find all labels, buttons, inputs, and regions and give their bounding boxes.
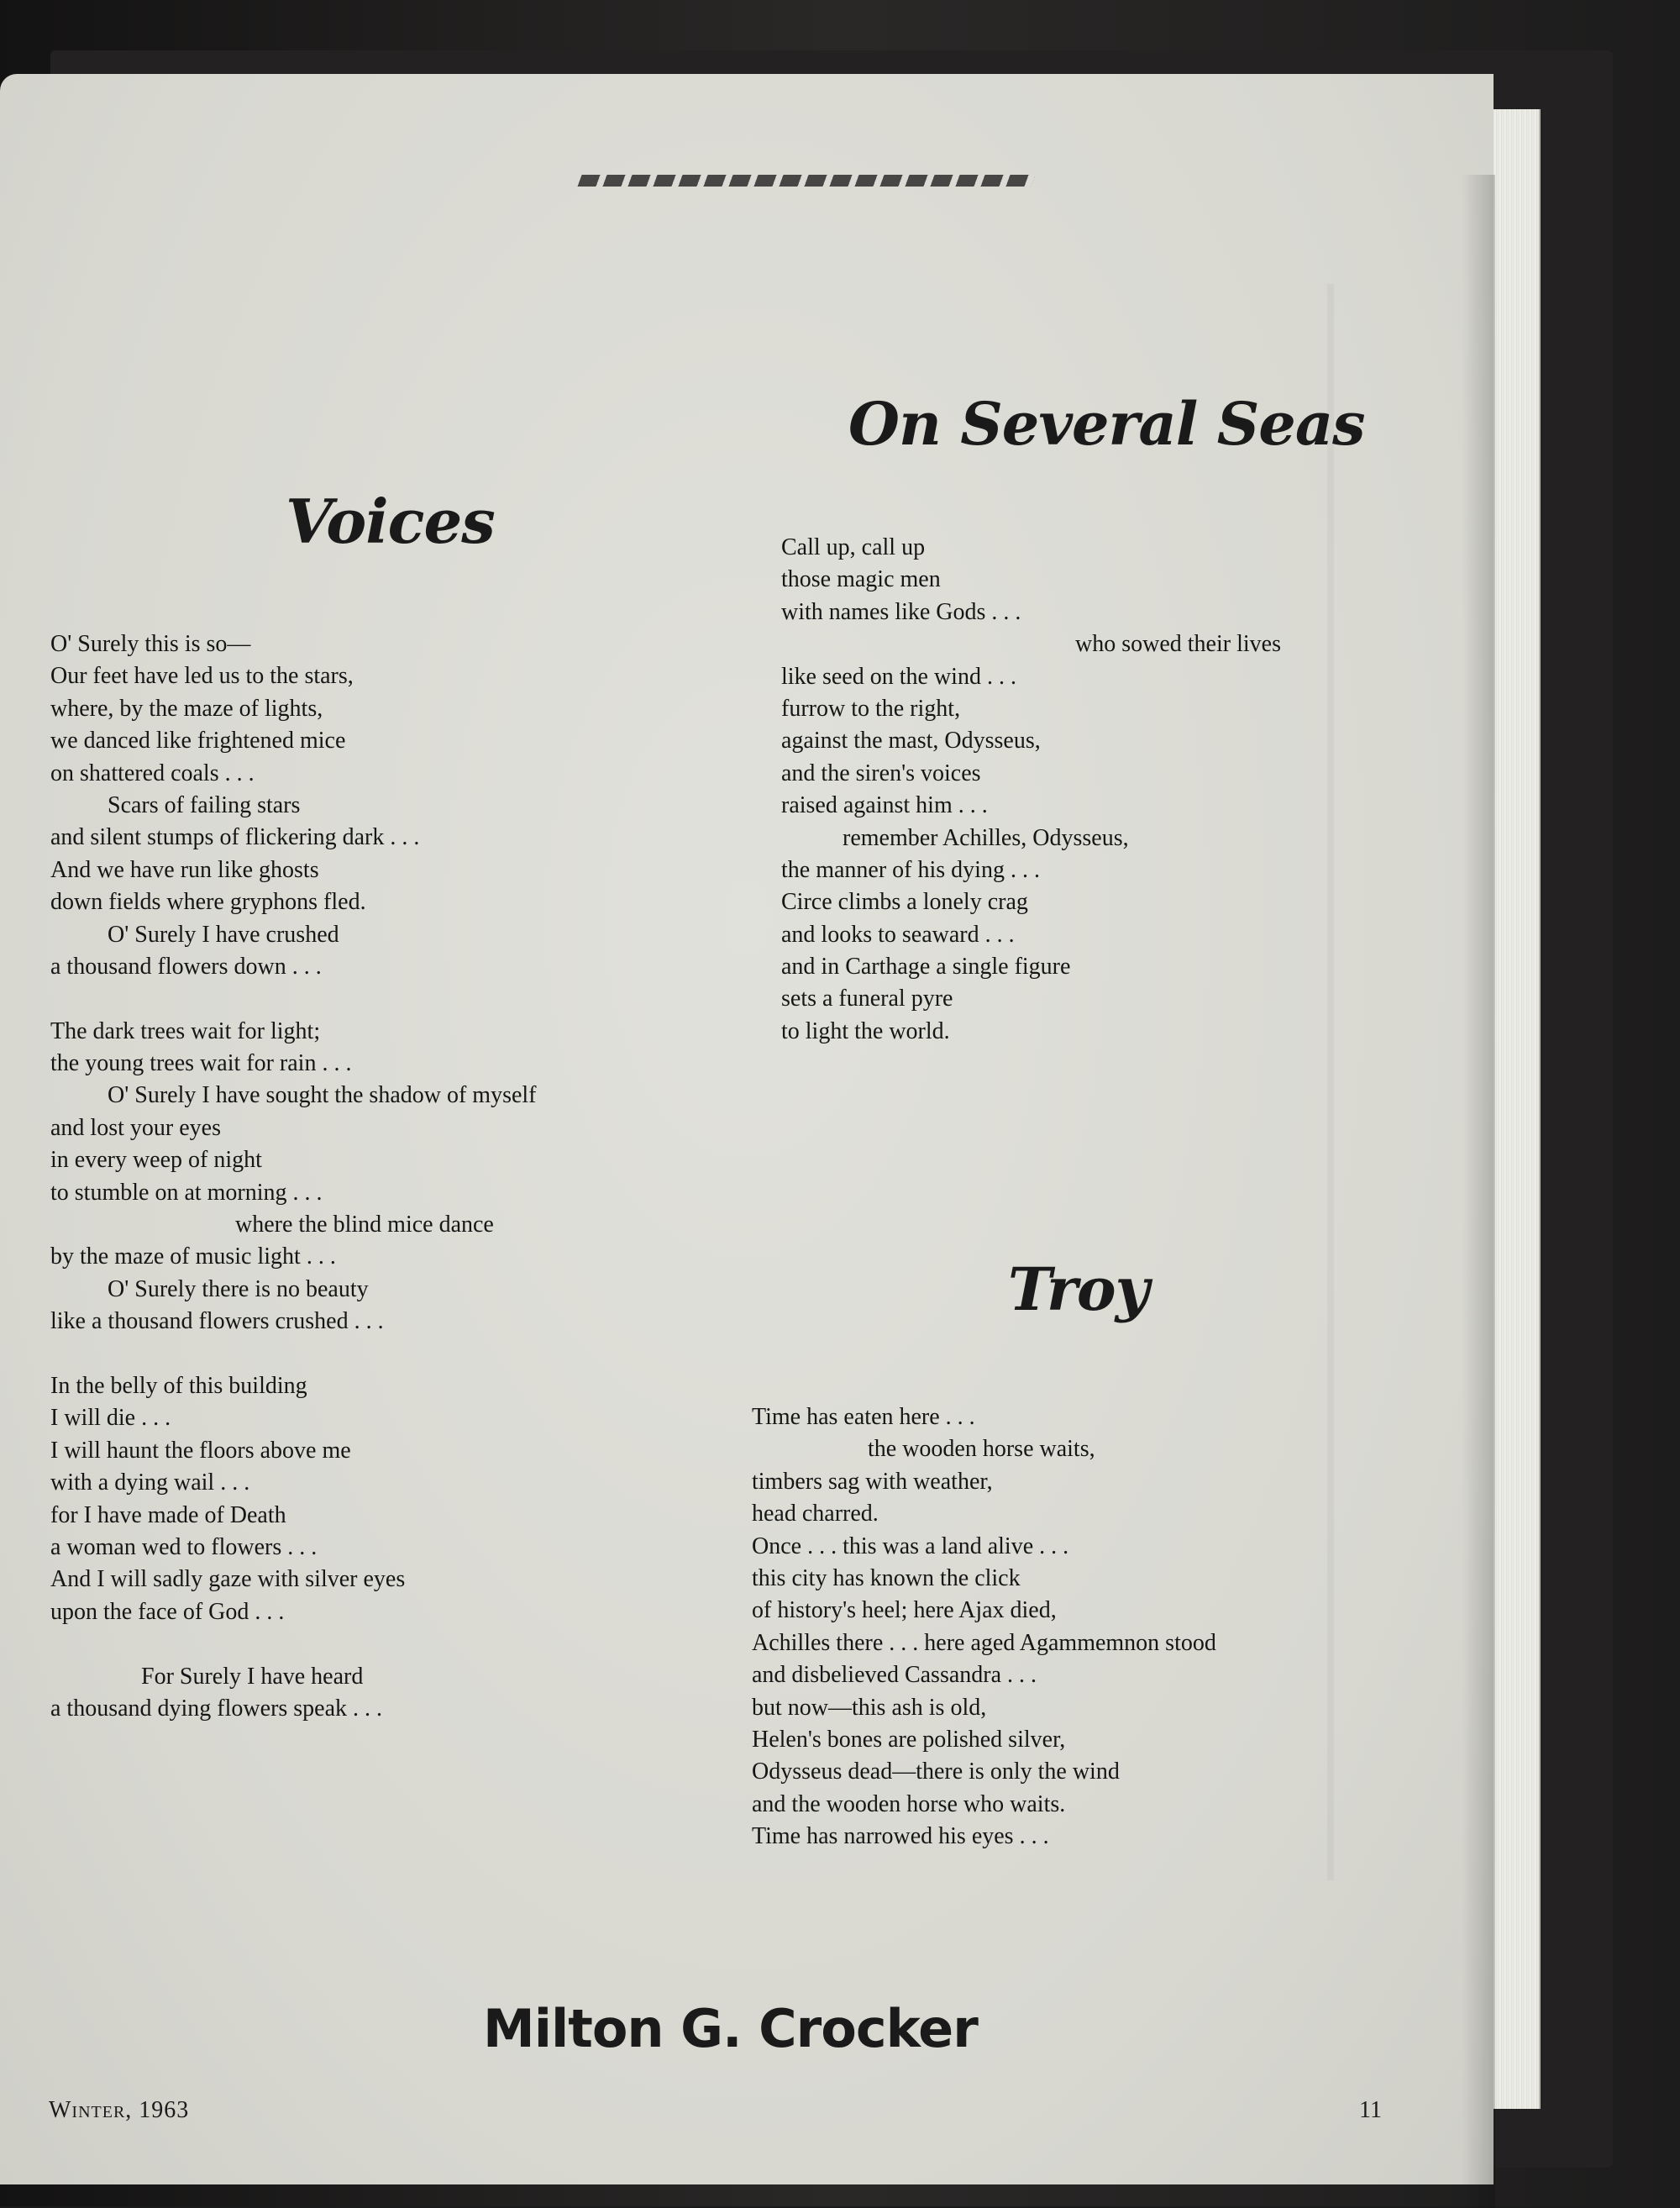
poem-line: of history's heel; here Ajax died, [752,1597,1057,1624]
poem-line [50,1628,722,1660]
poem-line: Time has narrowed his eyes . . . [752,1823,1049,1850]
poem-voices [50,628,722,1725]
poem-line: Once . . . this was a land alive . . . [752,1532,1069,1559]
poem-line: O' Surely this is so— [50,631,251,657]
poem-troy [752,1401,1441,1853]
poem-line: against the mast, Odysseus, [781,728,1041,754]
poem-on-several-seas [781,532,1436,1048]
poem-line: this city has known the click [752,1564,1021,1591]
running-header-mark [577,175,1035,187]
poem-line: sets a funeral pyre [781,986,953,1012]
poem-line: who sowed their lives [1075,631,1281,658]
poem-line: like a thousand flowers crushed . . . [50,1308,384,1335]
poem-title-voices: Voices [286,486,495,557]
poem-line: And we have run like ghosts [50,856,319,883]
footer-issue: Winter, 1963 [49,2097,190,2123]
poem-line: and in Carthage a single figure [781,954,1071,980]
poem-line: furrow to the right, [781,695,961,722]
poem-line: like seed on the wind . . . [781,663,1016,690]
poem-line: and looks to seaward . . . [781,921,1015,948]
poem-line: on shattered coals . . . [50,760,255,786]
author-name: Milton G. Crocker [483,1998,978,2059]
poem-line: Helen's bones are polished silver, [752,1726,1066,1753]
poem-line: remember Achilles, Odysseus, [843,824,1129,851]
poem-line: a thousand flowers down . . . [50,953,322,980]
poem-line: And I will sadly gaze with silver eyes [50,1566,406,1593]
poem-line: and silent stumps of flickering dark . . . [50,824,420,851]
poem-line: to stumble on at morning . . . [50,1179,323,1206]
page-stack-edge [1492,109,1541,2109]
poem-line: I will die . . . [50,1405,171,1432]
poem-title-troy: Troy [1008,1254,1149,1324]
poem-line: timbers sag with weather, [752,1468,993,1495]
poem-line: Odysseus dead—there is only the wind [752,1759,1120,1785]
page-gutter-shadow [1462,175,1495,2208]
poem-line: those magic men [781,566,941,593]
poem-line: with names like Gods . . . [781,598,1021,625]
poem-line: and disbelieved Cassandra . . . [752,1662,1037,1689]
poem-line: Call up, call up [781,534,926,560]
poem-line: in every weep of night [50,1147,262,1174]
poem-line: O' Surely I have crushed [108,921,339,948]
poem-line: down fields where gryphons fled. [50,889,366,916]
poem-line: but now—this ash is old, [752,1694,987,1721]
poem-line: a thousand dying flowers speak . . . [50,1695,383,1722]
poem-line: O' Surely I have sought the shadow of myself [108,1082,537,1109]
poem-line: Achilles there . . . here aged Agammemnon stood [752,1629,1216,1656]
poem-line: Time has eaten here . . . [752,1404,975,1430]
poem-line: In the belly of this building [50,1372,307,1399]
poem-line: by the maze of music light . . . [50,1243,336,1270]
poem-line: head charred. [752,1501,879,1527]
poem-line: a woman wed to flowers . . . [50,1533,318,1560]
poem-line: we danced like frightened mice [50,728,346,754]
page-number: 11 [1359,2097,1382,2123]
poem-line: the manner of his dying . . . [781,856,1040,883]
poem-line: the young trees wait for rain . . . [50,1050,352,1077]
poem-line [50,1338,722,1370]
magazine-page [0,74,1494,2184]
poem-line: I will haunt the floors above me [50,1437,351,1464]
poem-line: to light the world. [781,1017,950,1044]
poem-line: Scars of failing stars [108,791,301,818]
poem-line: raised against him . . . [781,792,988,819]
poem-line: The dark trees wait for light; [50,1017,321,1044]
poem-line: the wooden horse waits, [868,1436,1095,1463]
poem-line: for I have made of Death [50,1501,286,1528]
poem-line: For Surely I have heard [141,1663,364,1690]
poem-line: where the blind mice dance [235,1212,494,1238]
poem-line: where, by the maze of lights, [50,695,323,722]
poem-line: Circe climbs a lonely crag [781,889,1028,916]
poem-line: and the siren's voices [781,760,981,786]
poem-line: and lost your eyes [50,1114,221,1141]
poem-line: and the wooden horse who waits. [752,1790,1066,1817]
poem-line: O' Surely there is no beauty [108,1275,369,1302]
poem-title-on-several-seas: On Several Seas [848,389,1365,459]
poem-line: Our feet have led us to the stars, [50,663,354,690]
poem-line [50,983,722,1015]
poem-line: with a dying wail . . . [50,1469,250,1496]
poem-line: upon the face of God . . . [50,1598,285,1625]
